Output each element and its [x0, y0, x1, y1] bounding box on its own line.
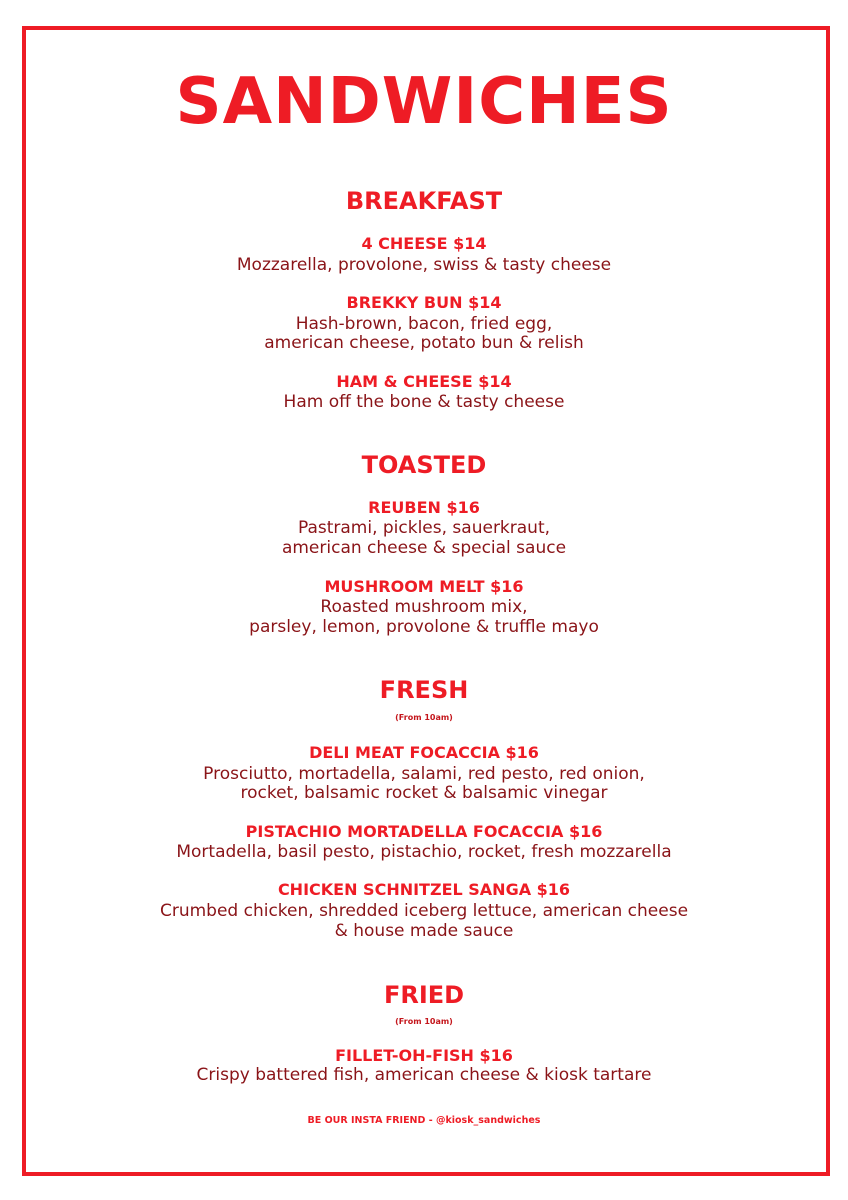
item-desc-brekky-bun-line1: Hash-brown, bacon, fried egg, [295, 314, 553, 334]
item-name-brekky-bun: BREKKY BUN $14 [346, 293, 502, 312]
section-title-fried: FRIED [383, 981, 465, 1009]
item-desc-deli-meat-focaccia-line1: Prosciutto, mortadella, salami, red pesto, red onion, [203, 764, 645, 784]
section-title-fresh: FRESH [379, 676, 469, 704]
item-name-pistachio-mortadella-focaccia: PISTACHIO MORTADELLA FOCACCIA $16 [245, 822, 603, 841]
item-desc-reuben-line1: Pastrami, pickles, sauerkraut, [297, 518, 551, 538]
item-desc-fillet-oh-fish: Crispy battered fish, american cheese & kiosk tartare [196, 1065, 652, 1085]
item-desc-mushroom-melt-line1: Roasted mushroom mix, [320, 597, 528, 617]
item-desc-reuben-line2: american cheese & special sauce [281, 538, 567, 558]
item-desc-brekky-bun-line2: american cheese, potato bun & relish [264, 333, 584, 353]
section-title-breakfast: BREAKFAST [345, 187, 503, 215]
item-name-chicken-schnitzel-sanga: CHICKEN SCHNITZEL SANGA $16 [277, 880, 571, 899]
item-name-fillet-oh-fish: FILLET-OH-FISH $16 [335, 1046, 513, 1065]
item-desc-deli-meat-focaccia-line2: rocket, balsamic rocket & balsamic vinegar [240, 783, 608, 803]
section-title-toasted: TOASTED [361, 451, 487, 479]
item-name-deli-meat-focaccia: DELI MEAT FOCACCIA $16 [309, 743, 539, 762]
item-desc-pistachio-mortadella-focaccia: Mortadella, basil pesto, pistachio, rocket, fresh mozzarella [176, 842, 672, 862]
item-name-4-cheese: 4 CHEESE $14 [361, 234, 487, 253]
item-desc-chicken-schnitzel-sanga-line1: Crumbed chicken, shredded iceberg lettuce, american cheese [159, 901, 689, 921]
item-name-mushroom-melt: MUSHROOM MELT $16 [324, 577, 524, 596]
footer-instagram: BE OUR INSTA FRIEND - @kiosk_sandwiches [307, 1115, 541, 1126]
item-desc-chicken-schnitzel-sanga-line2: & house made sauce [334, 921, 514, 941]
item-desc-ham-cheese: Ham off the bone & tasty cheese [283, 392, 565, 412]
section-note-fresh: (From 10am) [395, 713, 453, 722]
item-name-reuben: REUBEN $16 [368, 498, 480, 517]
item-name-ham-cheese: HAM & CHEESE $14 [336, 372, 512, 391]
item-desc-4-cheese: Mozzarella, provolone, swiss & tasty cheese [236, 255, 612, 275]
menu-title: SANDWICHES [175, 65, 673, 139]
section-note-fried: (From 10am) [395, 1017, 453, 1026]
item-desc-mushroom-melt-line2: parsley, lemon, provolone & truffle mayo [249, 617, 599, 637]
